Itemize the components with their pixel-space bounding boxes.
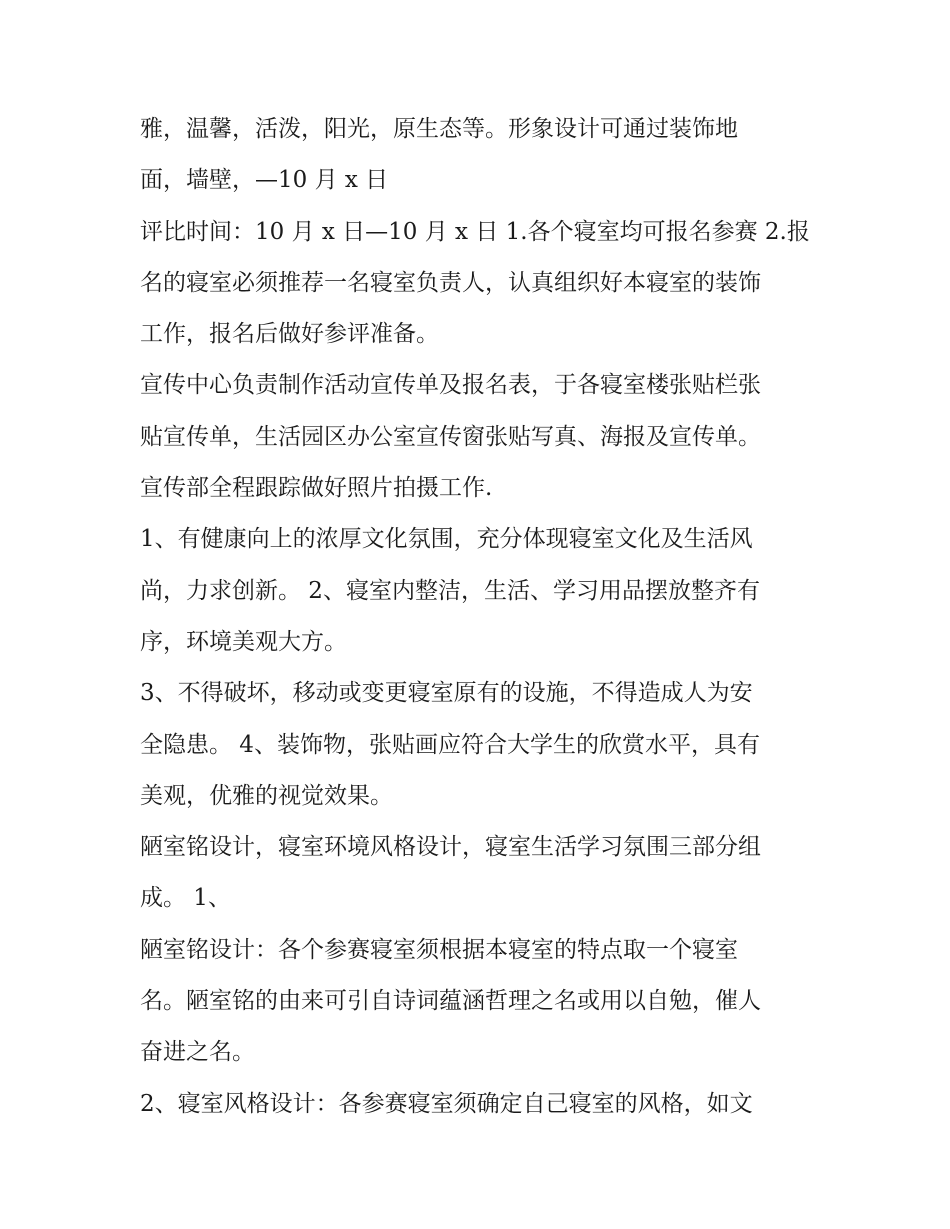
text-line: 名的寝室必须推荐一名寝室负责人，认真组织好本寝室的装饰 [140, 269, 761, 296]
text-line: 名。陋室铭的由来可引自诗词蕴涵哲理之名或用以自勉，催人 [140, 988, 761, 1015]
text-line: 雅，温馨，活泼，阳光，原生态等。形象设计可通过装饰地 [140, 116, 738, 142]
text-line: 宣传部全程跟踪做好照片拍摄工作. [140, 475, 493, 502]
text-line: 1、有健康向上的浓厚文化氛围，充分体现寝室文化及生活风 [140, 526, 753, 553]
text-line: 工作，报名后做好参评准备。 [140, 321, 439, 348]
text-line: 3、不得破坏，移动或变更寝室原有的设施，不得造成人为安 [140, 680, 753, 707]
text-line: 奋进之名。 [140, 1039, 255, 1066]
text-line: 尚，力求创新。 2、寝室内整洁，生活、学习用品摆放整齐有 [140, 577, 760, 604]
text-line: 宣传中心负责制作活动宣传单及报名表，于各寝室楼张贴栏张 [140, 372, 761, 399]
document-body [140, 104, 820, 1130]
text-line: 贴宣传单，生活园区办公室宣传窗张贴写真、海报及宣传单。 [140, 423, 761, 450]
text-line: 评比时间：10 月 x 日—10 月 x 日 1.各个寝室均可报名参赛 2.报 [140, 218, 810, 245]
text-line: 面，墙壁，—10 月 x 日 [140, 167, 389, 194]
text-line: 陋室铭设计，寝室环境风格设计，寝室生活学习氛围三部分组 [140, 834, 761, 861]
text-line: 陋室铭设计：各个参赛寝室须根据本寝室的特点取一个寝室 [140, 936, 738, 963]
text-line: 2、寝室风格设计：各参赛寝室须确定自己寝室的风格，如文 [140, 1090, 753, 1117]
text-line: 序，环境美观大方。 [140, 628, 347, 655]
text-line: 全隐患。 4、装饰物，张贴画应符合大学生的欣赏水平，具有 [140, 731, 760, 758]
text-line: 美观，优雅的视觉效果。 [140, 782, 393, 809]
text-line: 成。 1、 [140, 885, 231, 912]
